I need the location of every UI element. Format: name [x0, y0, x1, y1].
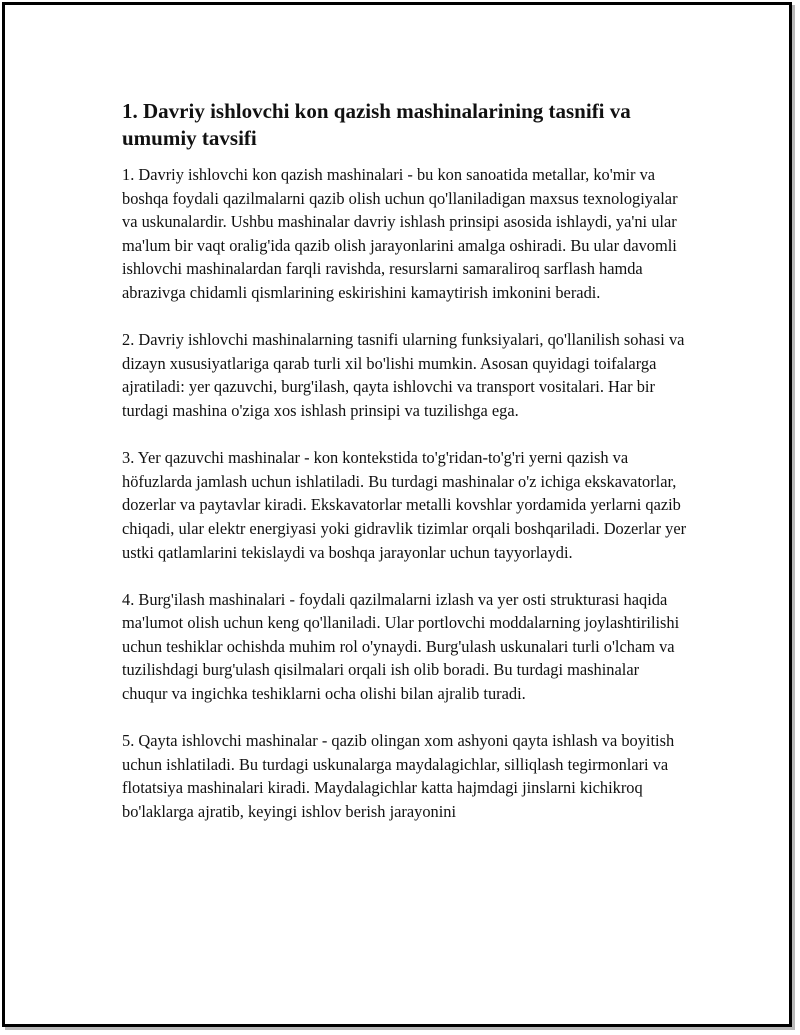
page-frame: [2, 2, 792, 1027]
document-title: 1. Davriy ishlovchi kon qazish mashinalarining tasnifi va umumiy tavsifi: [122, 99, 631, 150]
document-body: [122, 98, 687, 847]
paragraph-5: 5. Qayta ishlovchi mashinalar - qazib olingan xom ashyoni qayta ishlash va boyitish uchun ishlatiladi. Bu turdagi uskunalarga maydalagichlar, silliqlash tegirmonlari va flotatsiya mashinalari kiradi. Maydalagichlar katta hajmdagi jinslarni kichikroq bo'laklarga ajratib, keyingi ishlov berish jarayonini: [122, 731, 675, 822]
paragraph-1: 1. Davriy ishlovchi kon qazish mashinalari - bu kon sanoatida metallar, ko'mir va boshqa foydali qazilmalarni qazib olish uchun qo'llaniladigan maxsus texnologiyalar va uskunalardir. Ushbu mashinalar davriy ishlash prinsipi asosida ishlaydi, ya'ni ular ma'lum bir vaqt oralig'ida qazib olish jarayonlarini amalga oshiradi. Bu ular davomli ishlovchi mashinalardan farqli ravishda, resurslarni samaraliroq sarflash hamda abrazivga chidamli qismlarining eskirishini kamaytirish imkonini beradi.: [122, 165, 678, 302]
paragraph-2: 2. Davriy ishlovchi mashinalarning tasnifi ularning funksiyalari, qo'llanilish sohasi va dizayn xususiyatlariga qarab turli xil bo'lishi mumkin. Asosan quyidagi toifalarga ajratiladi: yer qazuvchi, burg'ilash, qayta ishlovchi va transport vositalari. Har bir turdagi mashina o'ziga xos ishlash prinsipi va tuzilishga ega.: [122, 330, 685, 420]
paragraph-3: 3. Yer qazuvchi mashinalar - kon kontekstida to'g'ridan-to'g'ri yerni qazish va höfuzlarda jamlash uchun ishlatiladi. Bu turdagi mashinalar o'z ichiga ekskavatorlar, dozerlar va paytavlar kiradi. Ekskavatorlar metalli kovshlar yordamida yerlarni qazib chiqadi, ular elektr energiyasi yoki gidravlik tizimlar orqali boshqariladi. Dozerlar yer ustki qatlamlarini tekislaydi va boshqa jarayonlar uchun tayyorlaydi.: [122, 448, 687, 562]
paragraph-4: 4. Burg'ilash mashinalari - foydali qazilmalarni izlash va yer osti strukturasi haqida ma'lumot olish uchun keng qo'llaniladi. Ular portlovchi moddalarning joylashtirilishi uchun teshiklar ochishda muhim rol o'ynaydi. Burg'ulash uskunalari turli o'lcham va tuzilishdagi burg'ulash qisilmalari orqali ish olib boradi. Bu turdagi mashinalar chuqur va ingichka teshiklarni ocha olishi bilan ajralib turadi.: [122, 589, 680, 704]
